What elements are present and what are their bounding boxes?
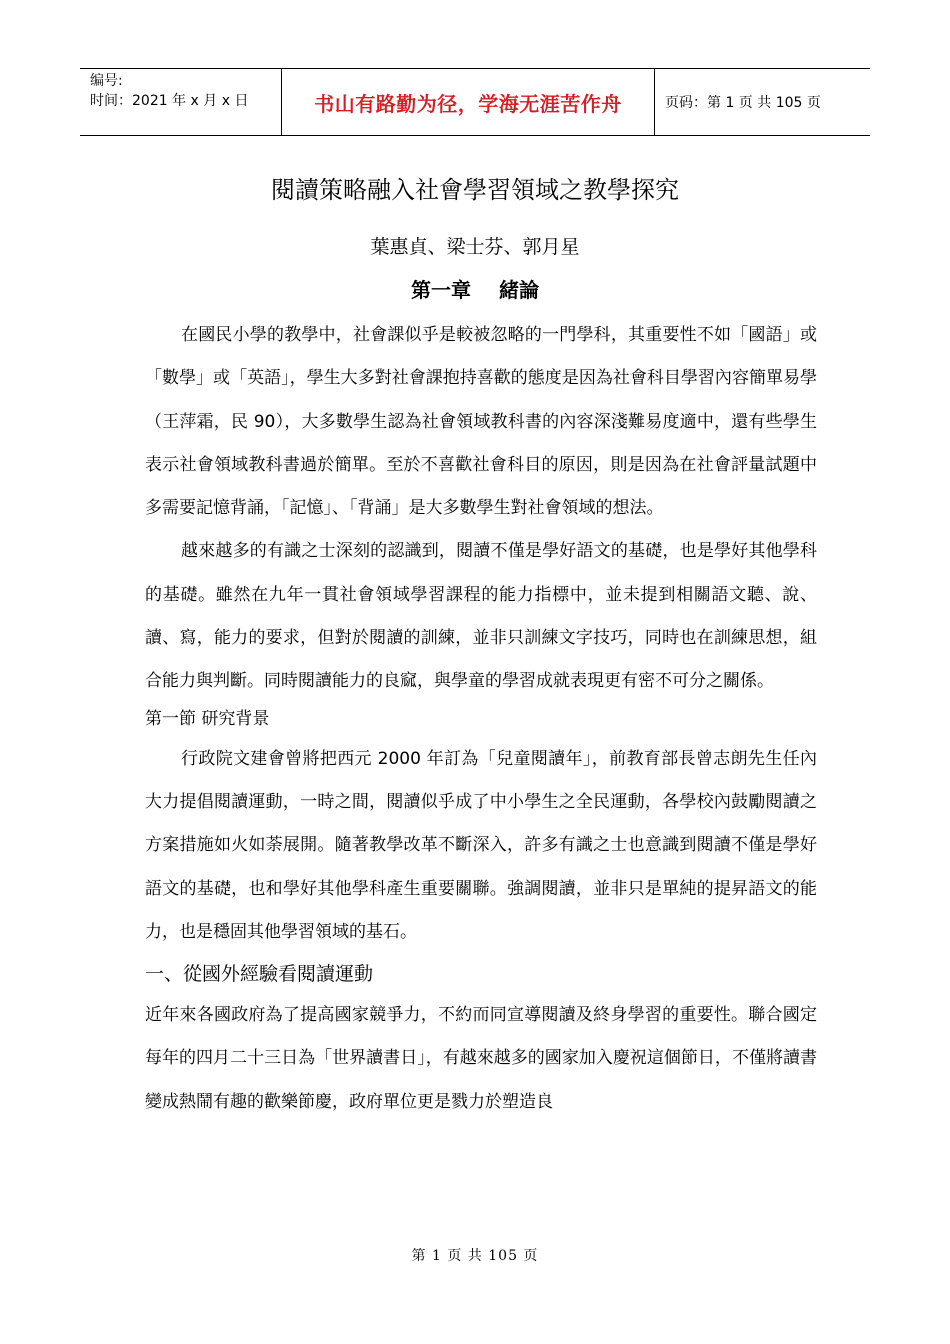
page-footer: 第 1 页 共 105 页 <box>411 1248 539 1264</box>
paragraph-4: 近年來各國政府為了提高國家競爭力，不約而同宣導閱讀及終身學習的重要性。聯合國定每年的四月二十三日為「世界讀書日」，有越來越多的國家加入慶祝這個節日，不僅將讀書變成熱鬧有趣的歡樂節慶，政府單位更是戮力於塑造良 <box>145 1005 817 1112</box>
paragraph-3: 行政院文建會曾將把西元 2000 年訂為「兒童閱讀年」，前教育部長曾志朗先生任內大力提倡閱讀運動，一時之間，閱讀似乎成了中小學生之全民運動，各學校內鼓勵閱讀之方案措施如火如荼展開。隨著教學改革不斷深入，許多有識之士也意識到閱讀不僅是學好語文的基礎，也和學好其他學科產生重要關聯。強調閱讀，並非只是單純的提昇語文的能力，也是穩固其他學習領域的基石。 <box>145 748 817 942</box>
header-page-info <box>655 69 870 135</box>
section-heading-1: 第一節 研究背景 <box>145 708 270 729</box>
document-body <box>145 314 817 1124</box>
header-meta <box>80 69 282 135</box>
date-label: 时间：2021 年 x 月 x 日 <box>90 93 249 109</box>
paragraph-2: 越來越多的有識之士深刻的認識到，閱讀不僅是學好語文的基礎，也是學好其他學科的基礎。雖然在九年一貫社會領域學習課程的能力指標中，並未提到相關語文聽、說、讀、寫，能力的要求，但對於閱讀的訓練，並非只訓練文字技巧，同時也在訓練思想，組合能力與判斷。同時閱讀能力的良窳，與學童的學習成就表現更有密不可分之關係。 <box>145 541 817 692</box>
header-motto-cell <box>282 69 655 135</box>
page-info-text: 页码：第 1 页 共 105 页 <box>665 95 821 111</box>
chapter-heading <box>0 274 950 306</box>
paragraph-1: 在國民小學的教學中，社會課似乎是較被忽略的一門學科，其重要性不如「國語」或「數學」或「英語」，學生大多對社會課抱持喜歡的態度是因為社會科目學習內容簡單易學（王萍霜，民 90），大多數學生認為社會領域教科書的內容深淺難易度適中，還有些學生表示社會領域教科書過於簡單。至於不喜歡社會科目的原因，則是因為在社會評量試題中多需要記憶背誦，「記憶」、「背誦」是大多數學生對社會領域的想法。 <box>145 325 817 519</box>
number-label: 编号: <box>90 73 123 89</box>
chapter-title: 緒論 <box>499 278 539 302</box>
document-authors: 葉惠貞、梁士芬、郭月星 <box>370 236 580 258</box>
document-title: 閱讀策略融入社會學習領域之教學探究 <box>271 176 679 204</box>
motto-text: 书山有路勤为径，学海无涯苦作舟 <box>314 91 622 116</box>
document-header <box>80 68 870 136</box>
chapter-label: 第一章 <box>411 278 471 302</box>
section-heading-2: 一、從國外經驗看閱讀運動 <box>145 963 374 986</box>
